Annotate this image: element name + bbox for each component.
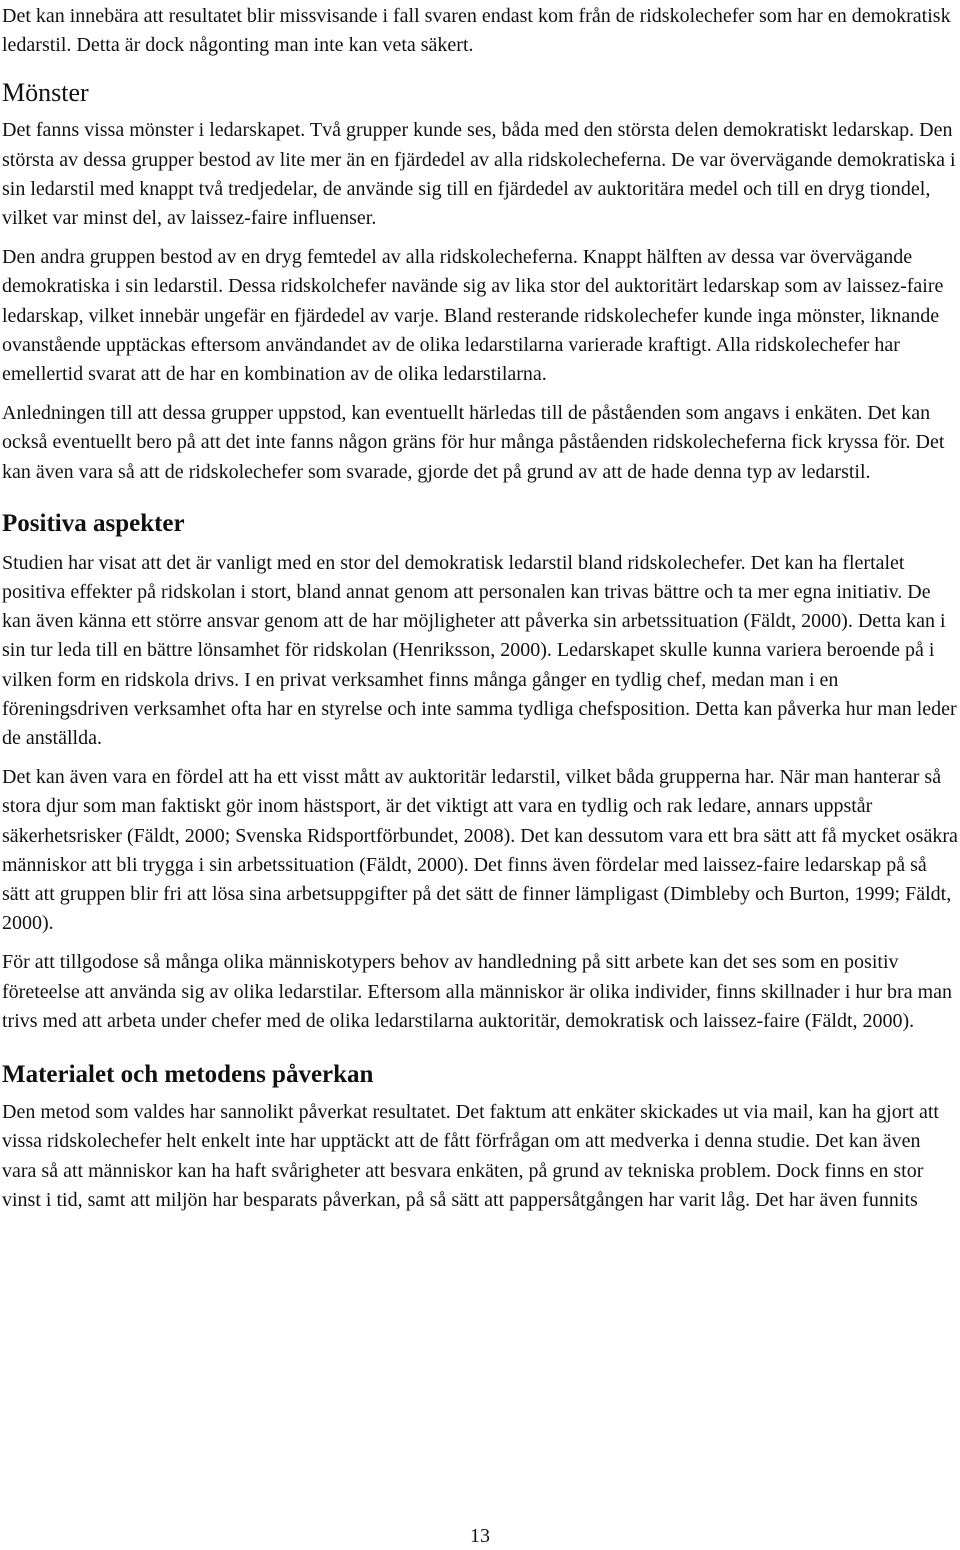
materialet-paragraph-1: Den metod som valdes har sannolikt påverkat resultatet. Det faktum att enkäter skickades ut via mail, kan ha gjort att vissa ridskolechefer helt enkelt inte har upptäckt att de fått förfrågan om att medverka i denna studie. Det kan även vara så att människor kan ha haft svårigheter att besvara enkäten, på grund av tekniska problem. Dock finns en stor vinst i tid, samt att miljön har besparats påverkan, på så sätt att pappersåtgången har varit låg. Det har även funnits (2, 1101, 939, 1211)
monster-paragraph-2: Den andra gruppen bestod av en dryg femtedel av alla ridskolecheferna. Knappt hälften av dessa var övervägande demokratiska i sin ledarstil. Dessa ridskolchefer navände sig av lika stor del auktoritärt ledarskap som av laissez-faire ledarskap, vilket innebär ungefär en fjärdedel av varje. Bland resterande ridskolechefer kunde inga mönster, liknande ovanstående upptäckas eftersom användandet av de olika ledarstilarna varierade kraftigt. Alla ridskolechefer har emellertid svarat att de har en kombination av de olika ledarstilarna. (2, 246, 944, 386)
section-heading-positiva-aspekter: Positiva aspekter (2, 509, 185, 537)
positiva-paragraph-1: Studien har visat att det är vanligt med en stor del demokratisk ledarstil bland ridskolechefer. Det kan ha flertalet positiva effekter på ridskolan i stort, bland annat genom att personalen kan trivas bättre och ta mer egna initiativ. De kan även känna ett större ansvar genom att de har möjligheter att påverka sin arbetssituation (Fäldt, 2000). Detta kan i sin tur leda till en bättre lönsamhet för ridskolan (Henriksson, 2000). Ledarskapet skulle kunna variera beroende på i vilken form en ridskola drivs. I en privat verksamhet finns många gånger en tydlig chef, medan man i en föreningsdriven verksamhet ofta har en styrelse och inte samma tydliga chefsposition. Detta kan påverka hur man leder de anställda. (2, 551, 957, 750)
page-body (2, 2, 958, 1225)
page-number: 13 (470, 1525, 490, 1547)
intro-paragraph: Det kan innebära att resultatet blir missvisande i fall svaren endast kom från de ridskolechefer som har en demokratisk ledarstil. Detta är dock någonting man inte kan veta säkert. (2, 5, 951, 57)
section-heading-monster: Mönster (2, 78, 89, 108)
monster-paragraph-3: Anledningen till att dessa grupper uppstod, kan eventuellt härledas till de påståenden som angavs i enkäten. Det kan också eventuellt bero på att det inte fanns någon gräns för hur många påståenden ridskolecheferna fick kryssa för. Det kan även vara så att de ridskolechefer som svarade, gjorde det på grund av att de hade denna typ av ledarstil. (2, 402, 945, 483)
monster-paragraph-1: Det fanns vissa mönster i ledarskapet. Två grupper kunde ses, båda med den största delen demokratiskt ledarskap. Den största av dessa grupper bestod av lite mer än en fjärdedel av alla ridskolecheferna. De var övervägande demokratiska i sin ledarstil med knappt två tredjedelar, de använde sig till en fjärdedel av auktoritära medel och till en dryg tiondel, vilket var minst del, av laissez-faire influenser. (2, 119, 956, 230)
positiva-paragraph-3: För att tillgodose så många olika människotypers behov av handledning på sitt arbete kan det ses som en positiv företeelse att använda sig av olika ledarstilar. Eftersom alla människor är olika individer, finns skillnader i hur bra man trivs med att arbeta under chefer med de olika ledarstilarna auktoritär, demokratisk och laissez-faire (Fäldt, 2000). (2, 951, 953, 1032)
section-heading-materialet: Materialet och metodens påverkan (2, 1061, 374, 1089)
positiva-paragraph-2: Det kan även vara en fördel att ha ett visst mått av auktoritär ledarstil, vilket båda grupperna har. När man hanterar så stora djur som man faktiskt gör inom hästsport, är det viktigt att vara en tydlig och rak ledare, annars uppstår säkerhetsrisker (Fäldt, 2000; Svenska Ridsportförbundet, 2008). Det kan dessutom vara ett bra sätt att få mycket osäkra människor att bli trygga i sin arbetssituation (Fäldt, 2000). Det finns även fördelar med laissez-faire ledarskap på så sätt att gruppen blir fri att lösa sina arbetsuppgifter på det sätt de finner lämpligast (Dimbleby och Burton, 1999; Fäldt, 2000). (2, 766, 958, 935)
